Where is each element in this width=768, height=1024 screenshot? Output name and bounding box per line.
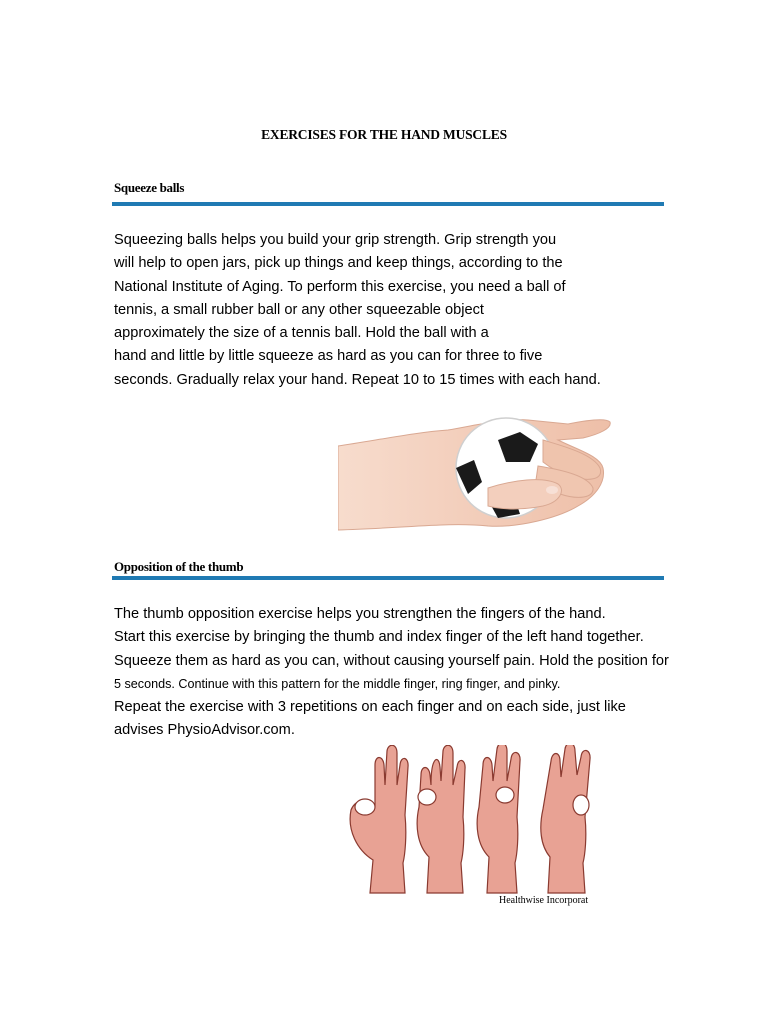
text-line: Repeat the exercise with 3 repetitions on each finger and on each side, just like [114,699,626,716]
opposition-thumb-paragraph [114,603,674,743]
page-title: EXERCISES FOR THE HAND MUSCLES [261,127,507,142]
section-heading-opposition-thumb: Opposition of the thumb [114,559,244,574]
text-line: tennis, a small rubber ball or any other squeezable object [114,301,484,318]
text-line: 5 seconds. Continue with this pattern for the middle finger, ring finger, and pinky. [114,676,561,691]
text-line: hand and little by little squeeze as hard as you can for three to five [114,348,543,365]
squeeze-balls-paragraph [114,229,674,392]
text-line: seconds. Gradually relax your hand. Repeat 10 to 15 times with each hand. [114,371,601,388]
text-line: advises PhysioAdvisor.com. [114,722,295,739]
text-line: Start this exercise by bringing the thumb and index finger of the left hand together. [114,629,644,646]
section-rule [112,576,664,580]
text-line: The thumb opposition exercise helps you strengthen the fingers of the hand. [114,606,606,622]
image-credit-caption: Healthwise Incorporat [499,895,589,906]
hand-squeezing-ball-image [338,410,613,532]
thumb-opposition-hands-image [345,745,600,895]
text-line: Squeeze them as hard as you can, without causing yourself pain. Hold the position for [114,652,669,669]
text-line: Squeezing balls helps you build your grip strength. Grip strength you [114,232,557,248]
section-rule [112,202,664,206]
text-line: will help to open jars, pick up things and keep things, according to the [114,255,563,272]
section-heading-squeeze-balls: Squeeze balls [114,180,185,195]
text-line: National Institute of Aging. To perform this exercise, you need a ball of [114,278,566,295]
text-line: approximately the size of a tennis ball. Hold the ball with a [114,325,489,342]
